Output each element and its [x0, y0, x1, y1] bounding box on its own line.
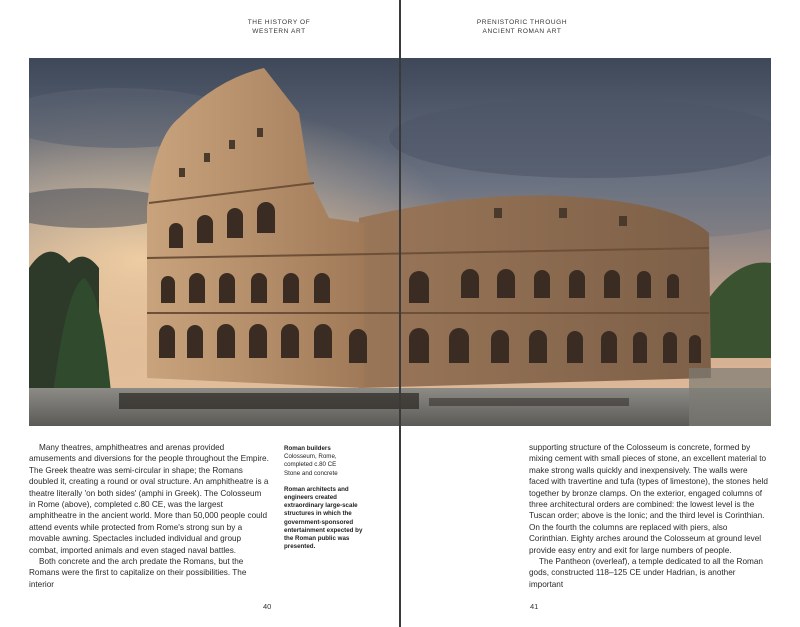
caption-note: Roman architects and engineers created extraordinary large-scale structures in which the government-sponsored entertainment expected by the Roman public was presented. [284, 485, 363, 551]
caption-title: Roman builders [284, 445, 331, 452]
page-number-right: 41 [530, 602, 539, 611]
running-head-right [442, 18, 602, 36]
left-paragraph-1: Many theatres, amphitheatres and arenas provided amusements and diversions for the people throughout the Empire. The Greek theatre was semi-circular in shape; the Romans doubled it, creating a round or oval structure. An amphitheatre is a theatre literally 'on both sides' (amphi in Greek). The Colosseum in Rome (above), completed c.80 CE, was the largest amphitheatre in the ancient world. More than 50,000 people could attend events while protected from Rome's strong sun by a movable awning. Spectacles included individual and group combat, imported animals and even staged naval battles. [29, 443, 269, 555]
right-paragraph-1: supporting structure of the Colosseum is concrete, formed by mixing cement with small pieces of stone, an excellent material to make strong walls quickly and inexpensively. The walls were faced with travertine and tufa (types of limestone), the stones held together by bronze clamps. On the exterior, engaged columns of three architectural orders are combined: the lowest level is the Tuscan order; above is the Ionic; and the third level is Corinthian. On the fourth the columns are replaced with piers, also Corinthian. Eighty arches around the Colosseum at ground level provide easy entry and exit for large numbers of people. [529, 443, 768, 555]
page-number-left: 40 [263, 602, 272, 611]
running-head-right-line-1: PRENISTORIC THROUGH [476, 19, 568, 26]
left-paragraph-2: Both concrete and the arch predate the Romans, but the Romans were the first to capitalize on their possibilities. The interior [29, 557, 247, 589]
photo-caption [284, 445, 364, 551]
caption-line-2: completed c.80 CE [284, 461, 337, 469]
right-column-text [529, 442, 769, 590]
running-head-left-line-1: THE HISTORY OF [247, 19, 311, 26]
book-gutter [399, 0, 401, 627]
caption-line-3: Stone and concrete [284, 469, 338, 477]
running-head-right-line-2: ANCIENT ROMAN ART [482, 28, 562, 35]
running-head-left-line-2: WESTERN ART [252, 28, 306, 35]
right-paragraph-2: The Pantheon (overleaf), a temple dedicated to all the Roman gods, constructed 118–125 CE under Hadrian, is another important [529, 557, 763, 589]
caption-line-1: Colosseum, Rome, [284, 453, 337, 461]
left-column-text [29, 442, 269, 590]
running-head-left [199, 18, 359, 36]
